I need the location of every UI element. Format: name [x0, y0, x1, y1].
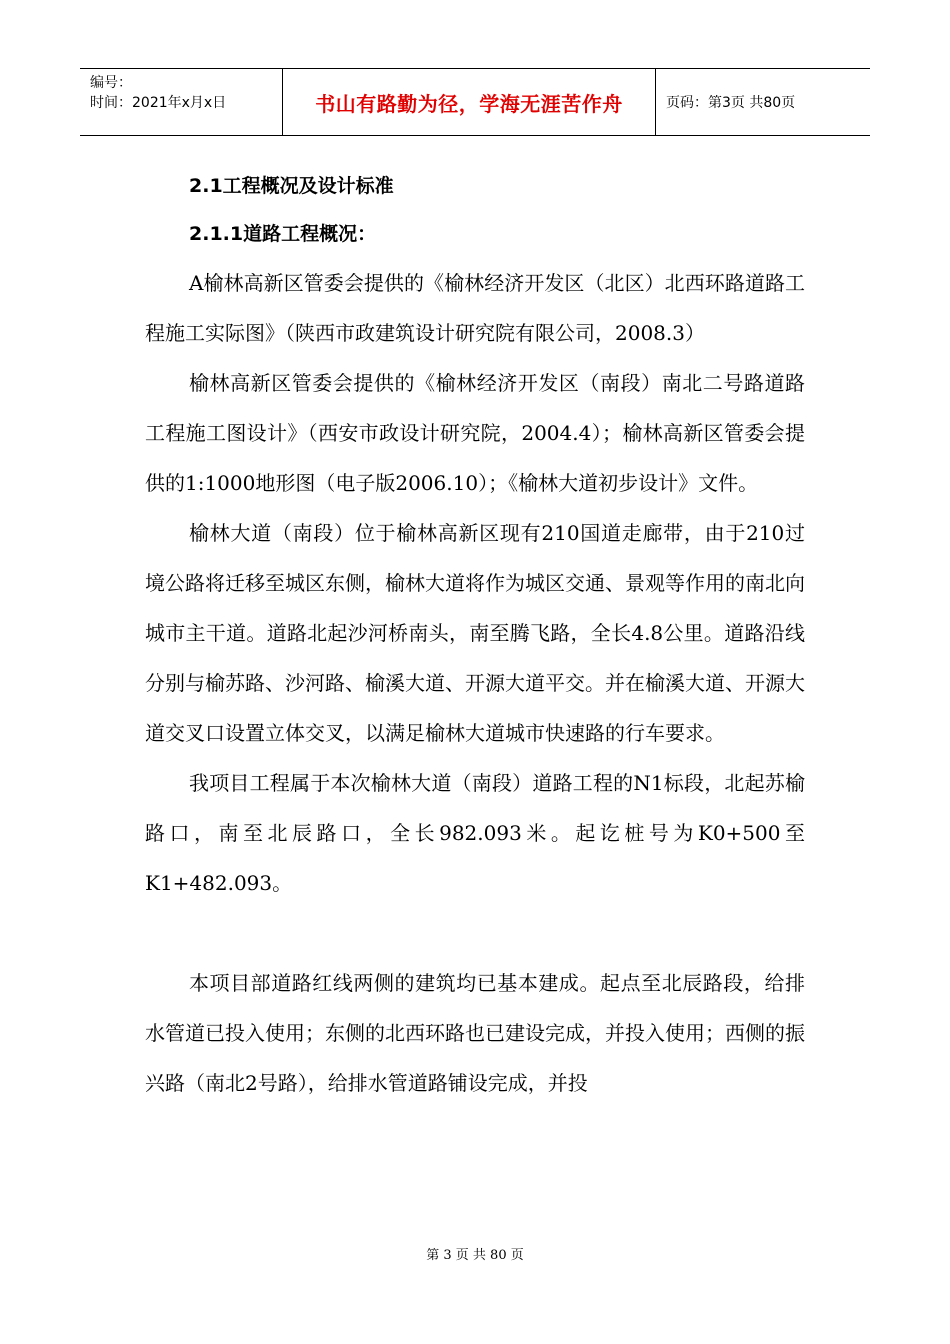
paragraph-4: 我项目工程属于本次榆林大道（南段）道路工程的N1标段，北起苏榆路口，南至北辰路口，全长982.093米。起讫桩号为K0+500至K1+482.093。: [145, 771, 805, 895]
paragraph-gap: [145, 908, 805, 958]
paragraph-2: 榆林高新区管委会提供的《榆林经济开发区（南段）南北二号路道路工程施工图设计》（西安市政设计研究院，2004.4）；榆林高新区管委会提供的1:1000地形图（电子版2006.10）；《榆林大道初步设计》文件。: [145, 371, 805, 495]
header-left-cell: [80, 69, 282, 135]
section-heading: 2.1工程概况及设计标准: [189, 175, 394, 197]
number-label: 编号：: [90, 75, 132, 91]
time-label: 时间：2021年x月x日: [90, 95, 227, 111]
subsection-heading: 2.1.1道路工程概况：: [189, 223, 377, 245]
paragraph-3: 榆林大道（南段）位于榆林高新区现有210国道走廊带，由于210过境公路将迁移至城区东侧，榆林大道将作为城区交通、景观等作用的南北向城市主干道。道路北起沙河桥南头，南至腾飞路，全长4.8公里。道路沿线分别与榆苏路、沙河路、榆溪大道、开源大道平交。并在榆溪大道、开源大道交叉口设置立体交叉，以满足榆林大道城市快速路的行车要求。: [145, 521, 805, 745]
header-right-cell: [656, 69, 870, 135]
motto: 书山有路勤为径，学海无涯苦作舟: [315, 91, 623, 116]
paragraph-1: A榆林高新区管委会提供的《榆林经济开发区（北区）北西环路道路工程施工实际图》（陕西市政建筑设计研究院有限公司，2008.3）: [145, 271, 805, 345]
document-body: [145, 162, 805, 1108]
header-middle-cell: [282, 69, 656, 135]
page-header: [80, 68, 870, 136]
page-code: 页码：第3页 共80页: [666, 95, 796, 111]
paragraph-5: 本项目部道路红线两侧的建筑均已基本建成。起点至北辰路段，给排水管道已投入使用；东侧的北西环路也已建设完成，并投入使用；西侧的振兴路（南北2号路），给排水管道路铺设完成，并投: [145, 971, 805, 1095]
page-footer: 第 3 页 共 80 页: [426, 1248, 524, 1263]
